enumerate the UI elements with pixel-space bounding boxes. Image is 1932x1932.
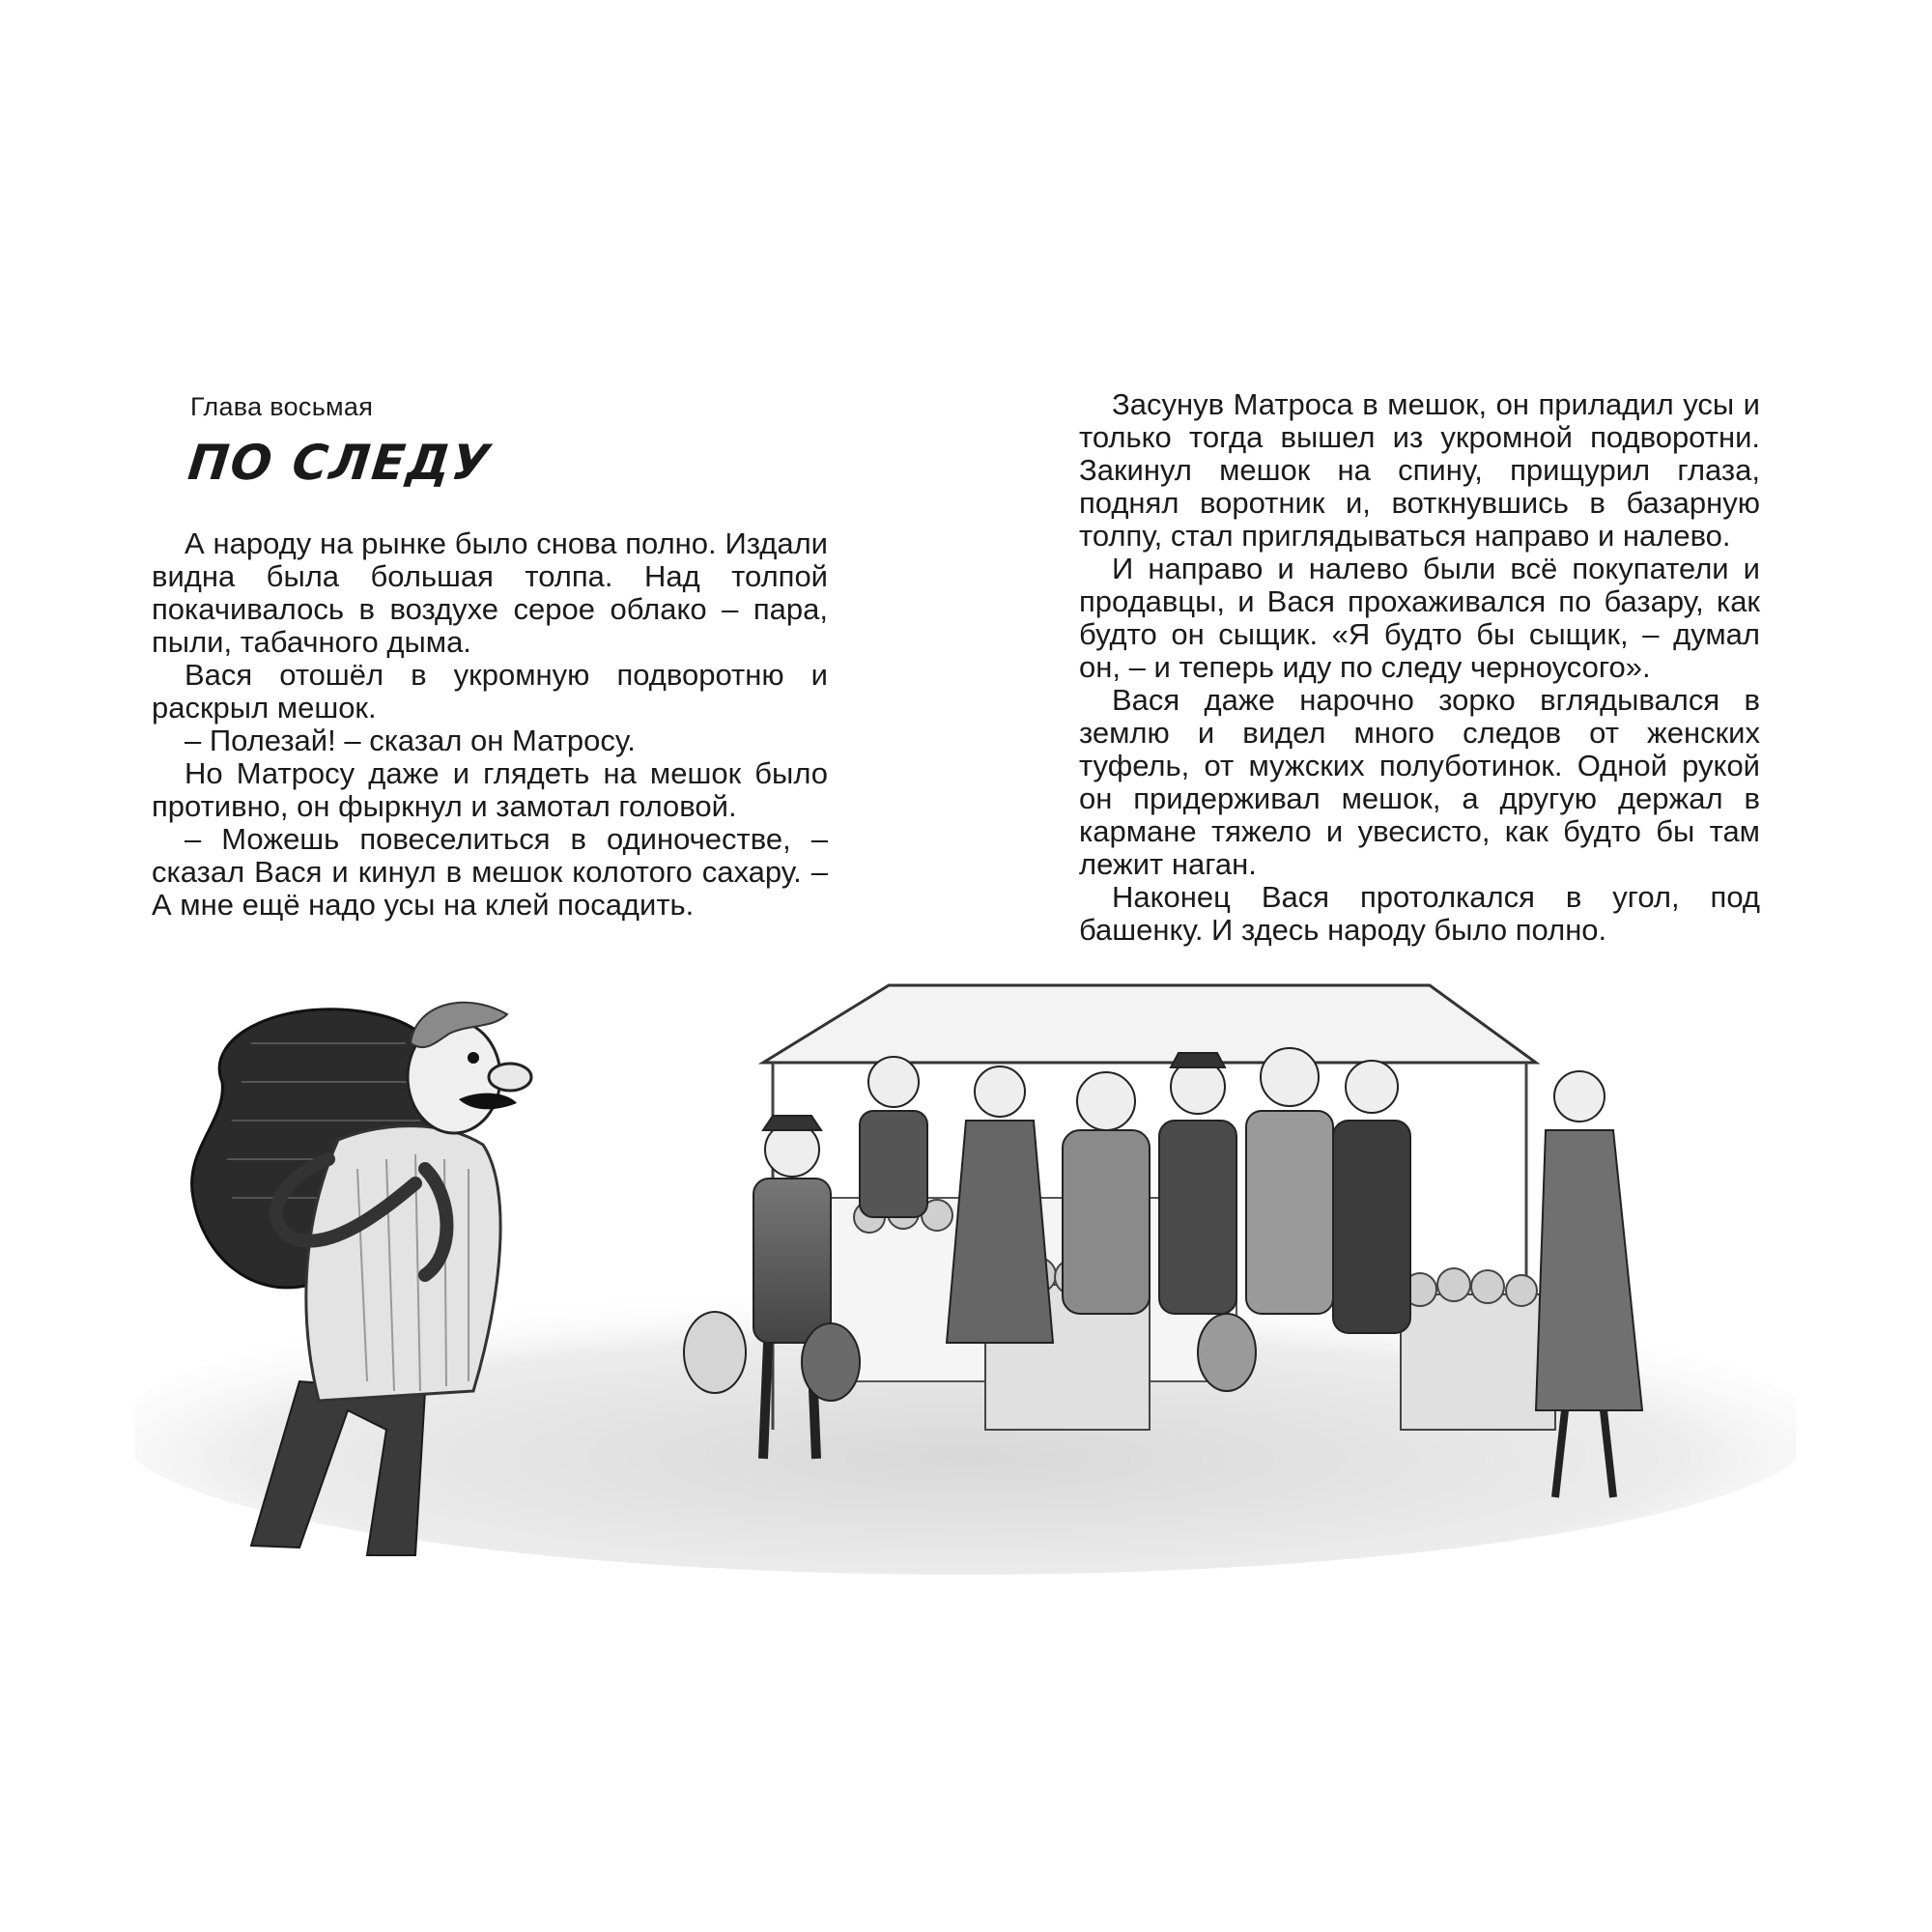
nose bbox=[489, 1064, 531, 1091]
paragraph: Вася даже нарочно зорко вглядывался в землю и видел много следов от женских туфель, от мужских полуботинок. Одной рукой он придерживал мешок, а другую держал в кармане тяжело и увесисто, как будто бы там лежит наган. bbox=[1079, 683, 1760, 881]
string-bag bbox=[1198, 1314, 1256, 1391]
paragraph: – Можешь повеселиться в одиночестве, – сказал Вася и кинул в мешок колотого сахару. – А мне ещё надо усы на клей посадить. bbox=[152, 822, 828, 922]
paragraph: – Полезай! – сказал он Матросу. bbox=[185, 724, 636, 757]
paragraph: Вася отошёл в укромную подворотню и раскрыл мешок. bbox=[152, 658, 828, 724]
left-text-column bbox=[152, 527, 828, 922]
paragraph: И направо и налево были всё покупатели и продавцы, и Вася прохаживался по базару, как будто он сыщик. «Я будто бы сыщик, – думал он, – и теперь иду по следу черноусого». bbox=[1079, 552, 1760, 684]
right-text-column bbox=[1079, 388, 1760, 947]
paragraph: Наконец Вася протолкался в угол, под башенку. И здесь народу было полно. bbox=[1079, 880, 1760, 947]
stall-awning bbox=[763, 985, 1536, 1063]
paragraph: Но Матросу даже и глядеть на мешок было противно, он фыркнул и замотал головой. bbox=[152, 756, 828, 823]
chapter-label: Глава восьмая bbox=[190, 392, 374, 421]
shirt bbox=[306, 1126, 500, 1401]
chapter-title: ПО СЛЕДУ bbox=[185, 435, 495, 491]
string-bag bbox=[802, 1323, 860, 1401]
string-bag bbox=[684, 1312, 746, 1393]
produce-crate bbox=[1401, 1294, 1555, 1430]
market-illustration bbox=[135, 976, 1797, 1575]
paragraph: А народу на рынке было снова полно. Издали видна была большая толпа. Над толпой покачивалось в воздухе серое облако – пара, пыли, табачного дыма. bbox=[152, 526, 828, 659]
paragraph: Засунув Матроса в мешок, он приладил усы и только тогда вышел из укромной подворотни. Закинул мешок на спину, прищурил глаза, поднял воротник и, воткнувшись в базарную толпу, стал приглядываться направо и налево. bbox=[1079, 387, 1760, 553]
